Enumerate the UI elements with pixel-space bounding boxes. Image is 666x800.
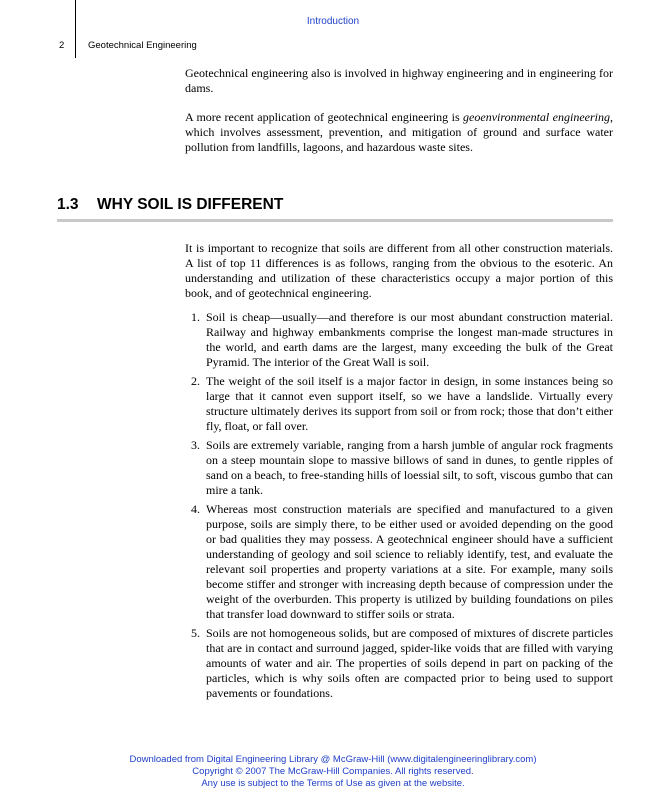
list-item-text: The weight of the soil itself is a major factor in design, in some instances being so large that it cannot even support itself, so we have a landslide. Virtually every structure ultimately derives its support from soil or from rock; those that don’t either fly, float, or fall over. xyxy=(206,374,613,433)
list-item-number: 5. xyxy=(191,626,200,640)
footer-copyright: Copyright © 2007 The McGraw-Hill Companies. All rights reserved. xyxy=(192,766,474,777)
list-item xyxy=(185,374,613,434)
footer-terms[interactable]: Any use is subject to the Terms of Use as given at the website. xyxy=(201,778,465,789)
list-item xyxy=(185,438,613,498)
list-item-number: 1. xyxy=(191,310,200,324)
running-head: Geotechnical Engineering xyxy=(88,40,197,51)
chapter-title: Introduction xyxy=(306,16,360,27)
header-divider xyxy=(75,0,76,58)
list-item-text: Whereas most construction materials are specified and manufactured to a given purpose, soils are simply there, to be either used or avoided depending on the good or bad qualities they may possess. A geotechnical engineer should have a sufficient understanding of geology and soil science to reliably identify, test, and evaluate the relevant soil properties and property variations at a site. For example, many soils become stiffer and stronger with increasing depth because of compression under the weight of the overburden. This property is utilized by building foundations on piles that transfer load downward to stiffer soils or strata. xyxy=(206,502,613,621)
intro-paragraph-1: Geotechnical engineering also is involved in highway engineering and in engineering for dams. xyxy=(185,66,613,95)
footer xyxy=(0,754,666,790)
list-item-number: 2. xyxy=(191,374,200,388)
list-item-text: Soils are not homogeneous solids, but are composed of mixtures of discrete particles that are in contact and surround jagged, spider-like voids that are filled with varying amounts of water and air. The properties of soils depend in part on packing of the particles, which is why soils often are compacted prior to being used to support pavements or foundations. xyxy=(206,626,613,700)
section-number: 1.3 xyxy=(57,196,79,213)
list-item xyxy=(185,502,613,622)
list-item xyxy=(185,310,613,370)
page-number: 2 xyxy=(59,40,65,51)
body-paragraph: It is important to recognize that soils are different from all other construction materials. A list of top 11 differences is as follows, ranging from the obvious to the esoteric. An understanding and utilization of these characteristics occupy a major portion of this book, and of geotechnical engineering. xyxy=(185,241,613,300)
list-item-number: 3. xyxy=(191,438,200,452)
intro-p2-emphasis: geoenvironmental engineering xyxy=(463,110,610,124)
intro-paragraph-2 xyxy=(185,110,613,155)
list-item-text: Soils are extremely variable, ranging from a harsh jumble of angular rock fragments on a steep mountain slope to massive billows of sand in dunes, to gentle ripples of sand on a beach, to free-standing hills of loessial silt, to soft, viscous gumbo that can mire a tank. xyxy=(206,438,613,497)
section-rule xyxy=(57,219,613,222)
list-item-text: Soil is cheap—usually—and therefore is our most abundant construction material. Railway and highway embankments comprise the longest man-made structures in the world, and earth dams are the largest, many exceeding the bulk of the Great Pyramid. The interior of the Great Wall is soil. xyxy=(206,310,613,369)
section-title: WHY SOIL IS DIFFERENT xyxy=(97,196,284,213)
intro-p2-end: , which involves assessment, prevention, and mitigation of ground and surface water pollution from landfills, lagoons, and hazardous waste sites. xyxy=(185,110,613,154)
list-item-number: 4. xyxy=(191,502,200,516)
list-item xyxy=(185,626,613,701)
footer-download-link[interactable]: Downloaded from Digital Engineering Library @ McGraw-Hill (www.digitalengineeringlibrary.com) xyxy=(129,754,537,765)
differences-list xyxy=(185,310,613,705)
intro-p2-start: A more recent application of geotechnical engineering is xyxy=(185,110,464,124)
section-heading xyxy=(57,196,283,214)
